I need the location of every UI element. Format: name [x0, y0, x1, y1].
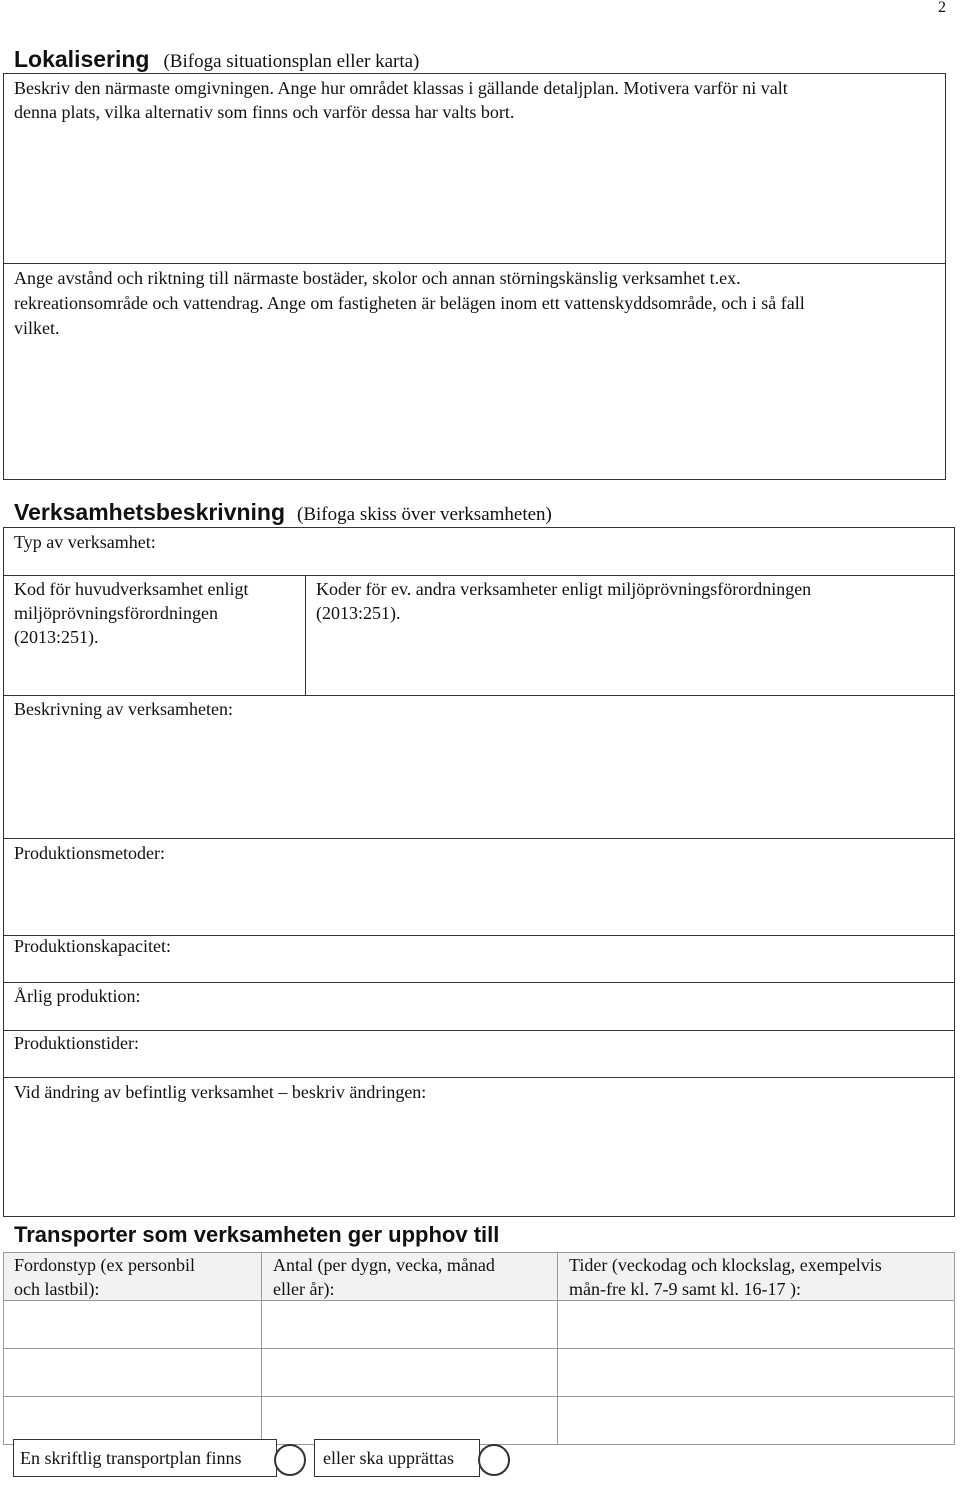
tider-input[interactable]	[170, 1033, 948, 1073]
page-number: 2	[938, 0, 946, 16]
lokalisering-title: Lokalisering	[14, 46, 150, 72]
col-fordonstyp-line2: och lastbil):	[14, 1279, 100, 1299]
verksamhet-subtitle: (Bifoga skiss över verksamheten)	[297, 504, 552, 525]
beskrivning-divider	[3, 838, 955, 839]
transportplan-label: En skriftlig transportplan finns	[20, 1448, 242, 1468]
arlig-label: Årlig produktion:	[14, 986, 141, 1006]
col-antal-line2: eller år):	[273, 1279, 335, 1299]
lokalisering-heading	[14, 46, 419, 73]
typ-input[interactable]	[190, 530, 940, 570]
row3-tider-input[interactable]	[559, 1398, 953, 1442]
tider-label: Produktionstider:	[14, 1033, 139, 1053]
verksamhet-heading	[14, 499, 552, 526]
koder-line1: Koder för ev. andra verksamheter enligt miljöprövningsförordningen	[316, 579, 812, 599]
lokalisering-subtitle: (Bifoga situationsplan eller karta)	[163, 51, 420, 72]
lokalisering-q2-line3: vilket.	[14, 318, 60, 338]
row3-antal-input[interactable]	[263, 1398, 555, 1442]
typ-divider	[3, 575, 955, 576]
beskrivning-label: Beskrivning av verksamheten:	[14, 699, 233, 719]
beskrivning-input[interactable]	[8, 722, 948, 834]
transportplan-upprattas-label: eller ska upprättas	[323, 1448, 454, 1468]
lokalisering-q1-line1: Beskriv den närmaste omgivningen. Ange hur området klassas i gällande detaljplan. Motivera varför ni valt	[14, 78, 788, 98]
transporter-header-divider	[3, 1300, 955, 1301]
row2-antal-input[interactable]	[263, 1350, 555, 1394]
kapacitet-input[interactable]	[210, 937, 948, 977]
kod-column-divider	[305, 575, 306, 695]
transporter-title: Transporter som verksamheten ger upphov till	[14, 1222, 500, 1247]
row1-fordonstyp-input[interactable]	[5, 1302, 259, 1346]
transportplan-upprattas-radio[interactable]	[478, 1444, 510, 1476]
kapacitet-label: Produktionskapacitet:	[14, 936, 171, 956]
koder-input[interactable]	[316, 628, 946, 690]
transportplan-finns-radio[interactable]	[274, 1444, 306, 1476]
col-tider-line2: mån-fre kl. 7-9 samt kl. 16-17 ):	[569, 1279, 801, 1299]
row2-fordonstyp-input[interactable]	[5, 1350, 259, 1394]
lokalisering-q2-answer-field[interactable]	[8, 342, 938, 474]
typ-label: Typ av verksamhet:	[14, 532, 156, 552]
kod-bottom-divider	[3, 695, 955, 696]
lokalisering-q1-answer-field[interactable]	[8, 126, 938, 258]
kod-line1: Kod för huvudverksamhet enligt	[14, 579, 249, 599]
kapacitet-divider	[3, 982, 955, 983]
transporter-row-divider-1	[3, 1348, 955, 1349]
col-tider-line1: Tider (veckodag och klockslag, exempelvis	[569, 1255, 882, 1275]
col-antal-line1: Antal (per dygn, vecka, månad	[273, 1255, 495, 1275]
kod-line3: (2013:251).	[14, 627, 99, 647]
metoder-input[interactable]	[8, 866, 948, 932]
tider-divider	[3, 1077, 955, 1078]
row2-tider-input[interactable]	[559, 1350, 953, 1394]
lokalisering-divider	[3, 263, 946, 264]
col-fordonstyp-line1: Fordonstyp (ex personbil	[14, 1255, 195, 1275]
row1-tider-input[interactable]	[559, 1302, 953, 1346]
kod-input[interactable]	[14, 652, 299, 690]
lokalisering-q2-line1: Ange avstånd och riktning till närmaste bostäder, skolor och annan störningskänslig verksamhet t.ex.	[14, 268, 741, 288]
verksamhet-title: Verksamhetsbeskrivning	[14, 499, 286, 525]
andring-input[interactable]	[8, 1106, 948, 1212]
andring-label: Vid ändring av befintlig verksamhet – beskriv ändringen:	[14, 1082, 427, 1102]
row1-antal-input[interactable]	[263, 1302, 555, 1346]
transporter-row-divider-2	[3, 1396, 955, 1397]
row3-fordonstyp-input[interactable]	[5, 1398, 259, 1442]
lokalisering-q2-line2: rekreationsområde och vattendrag. Ange om fastigheten är belägen inom ett vattenskyddsområde, och i så fall	[14, 293, 805, 313]
lokalisering-q1-line2: denna plats, vilka alternativ som finns och varför dessa har valts bort.	[14, 102, 515, 122]
arlig-divider	[3, 1030, 955, 1031]
arlig-input[interactable]	[180, 985, 948, 1025]
koder-line2: (2013:251).	[316, 603, 401, 623]
kod-line2: miljöprövningsförordningen	[14, 603, 218, 623]
metoder-label: Produktionsmetoder:	[14, 843, 165, 863]
